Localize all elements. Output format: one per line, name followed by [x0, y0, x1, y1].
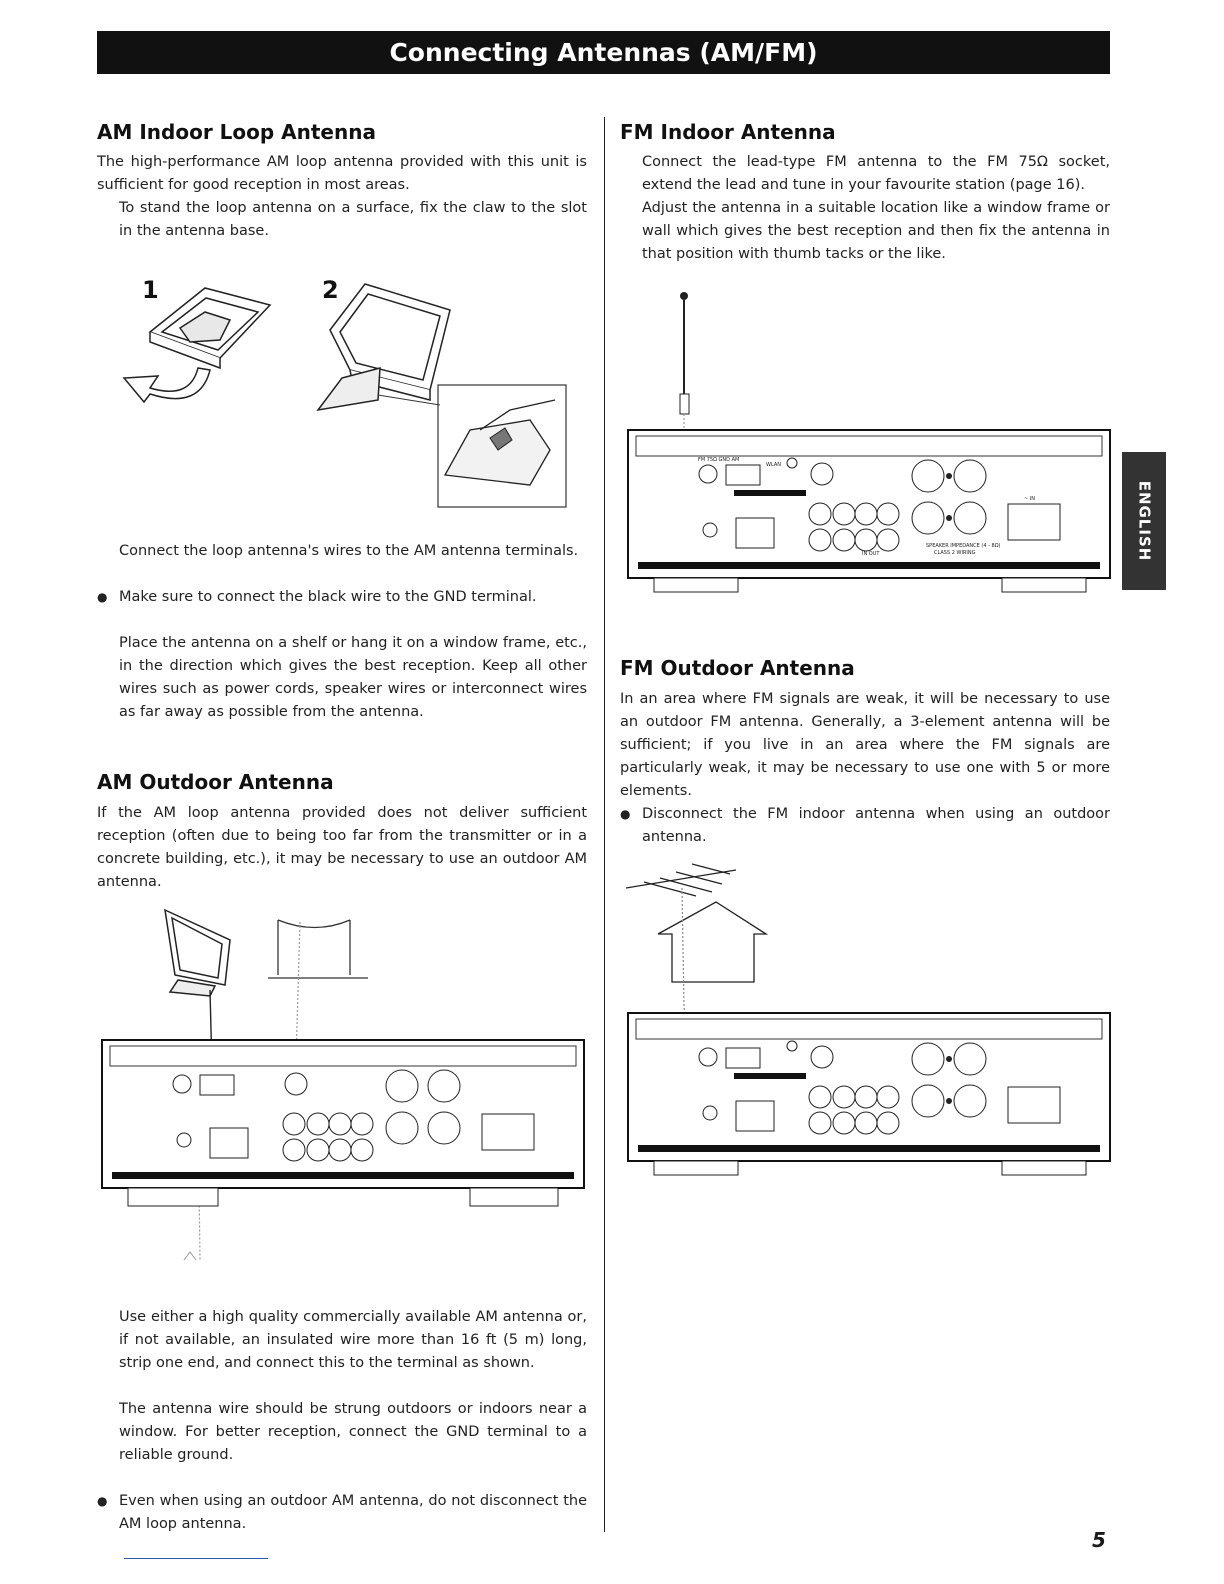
fm-indoor-connect-text: Connect the lead-type FM antenna to the FM 75Ω socket, extend the lead and tune in your favourite station (page 16).: [642, 154, 1110, 193]
language-tab-label: ENGLISH: [1135, 480, 1154, 562]
ac-inlet: [482, 1114, 534, 1150]
fm-terminal: [699, 465, 717, 483]
language-tab: [1122, 452, 1166, 590]
am-outdoor-bullet: ● Even when using an outdoor AM antenna, do not disconnect the AM loop antenna.: [119, 1490, 587, 1536]
am-loop-intro: The high-performance AM loop antenna provided with this unit is sufficient for good reception in most areas.: [97, 154, 587, 193]
am-terminal: [200, 1075, 234, 1095]
fm-terminal: [699, 1048, 717, 1066]
speaker-impedance-label: SPEAKER IMPEDANCE (4 - 8Ω): [926, 543, 1001, 549]
am-loop-placement-text: Place the antenna on a shelf or hang it on a window frame, etc., in the direction which gives the best reception. Keep all other wires such as power cords, speaker wires or interconnect wires as far away as possible from the antenna.: [119, 635, 587, 720]
fm-gnd-am-label: FM 75Ω GND AM: [698, 457, 740, 463]
fm-lead-tip: [680, 292, 688, 300]
fm-outdoor-intro: In an area where FM signals are weak, it will be necessary to use an outdoor FM antenna. Generally, a 3-element antenna will be sufficient; if you live in an area where the FM signals are particularly weak, it may be necessary to use one with 5 or more elements.: [620, 691, 1110, 799]
am-loop-connect-text: Connect the loop antenna's wires to the AM antenna terminals.: [119, 543, 579, 559]
page-title-banner: [97, 31, 1110, 74]
am-loop-heading: AM Indoor Loop Antenna: [97, 120, 376, 144]
ac-inlet: [1008, 1087, 1060, 1123]
am-loop-stand-text: To stand the loop antenna on a surface, fix the claw to the slot in the antenna base.: [119, 200, 587, 239]
page-title: Connecting Antennas (AM/FM): [389, 38, 818, 67]
fm-terminal: [173, 1075, 191, 1093]
step-1-label: 1: [142, 276, 159, 304]
fm-outdoor-bullet: ● Disconnect the FM indoor antenna when using an outdoor antenna.: [642, 803, 1110, 849]
yagi-antenna: [626, 864, 736, 896]
am-outdoor-ground-text: The antenna wire should be strung outdoors or indoors near a window. For better reception, connect the GND terminal to a reliable ground.: [119, 1401, 587, 1463]
step-2-label: 2: [322, 276, 339, 304]
fm-indoor-adjust-text: Adjust the antenna in a suitable location like a window frame or wall which gives the best reception and then fix the antenna in that position with thumb tacks or the like.: [642, 200, 1110, 262]
ac-in-label: ~ IN: [1024, 496, 1035, 502]
outdoor-wire: [268, 920, 368, 978]
fm-outdoor-heading: FM Outdoor Antenna: [620, 656, 855, 680]
wlan-label: WLAN: [766, 462, 782, 468]
ac-inlet: [1008, 504, 1060, 540]
fm-indoor-illustration: [626, 290, 1112, 595]
fm-outdoor-illustration: [626, 858, 1112, 1180]
am-outdoor-heading: AM Outdoor Antenna: [97, 770, 334, 794]
am-loop-bullet: ● Make sure to connect the black wire to the GND terminal.: [119, 586, 587, 609]
page-number: 5: [1092, 1528, 1106, 1552]
footer-line: [124, 1558, 268, 1559]
loop-antenna-flat: [150, 288, 270, 368]
in-out-label: IN OUT: [862, 551, 880, 557]
fm-indoor-heading: FM Indoor Antenna: [620, 120, 836, 144]
house-outline: [658, 902, 766, 982]
am-outdoor-intro: If the AM loop antenna provided does not deliver sufficient reception (often due to being too far from the transmitter or in a concrete building, etc.), it may be necessary to use an outdoor AM antenna.: [97, 805, 587, 890]
loop-antenna-small: [165, 910, 230, 996]
column-divider: [604, 117, 605, 1532]
class2-label: CLASS 2 WIRING: [934, 550, 976, 556]
am-outdoor-wire-text: Use either a high quality commercially available AM antenna or, if not available, an insulated wire more than 16 ft (5 m) long, strip one end, and connect this to the terminal as shown.: [119, 1309, 587, 1371]
am-loop-assembly-illustration: [110, 270, 580, 510]
rotate-arrow: [124, 368, 210, 402]
am-outdoor-illustration: [100, 900, 590, 1270]
